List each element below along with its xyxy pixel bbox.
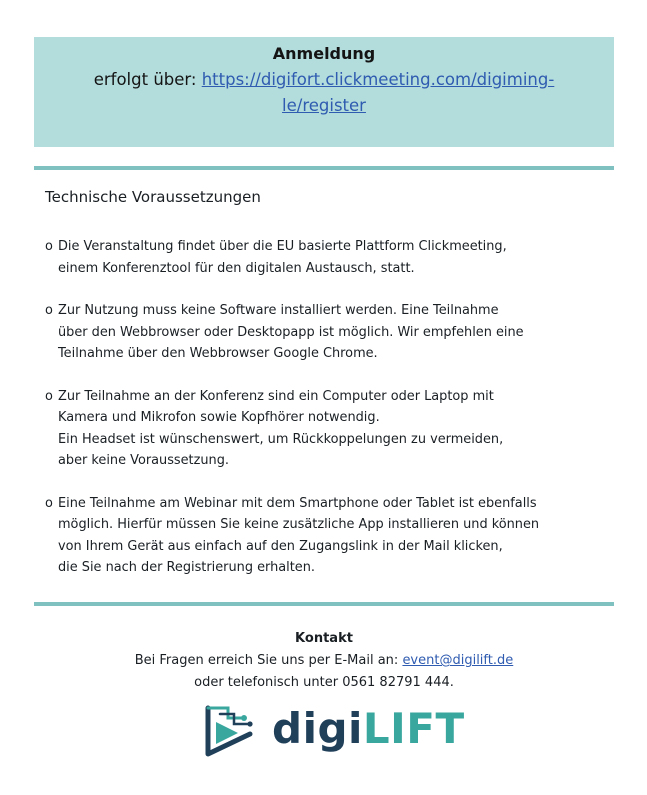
list-item-text: Zur Teilnahme an der Konferenz sind ein Computer oder Laptop mit Kamera und Mikrofon sowie Kopfhörer notwendig. Ein Headset ist wünschenswert, um Rückkoppelungen zu vermeiden, aber keine Voraussetzung. — [58, 388, 504, 468]
registration-prefix: erfolgt über: — [93, 70, 202, 89]
list-item — [45, 386, 610, 472]
bullet-marker: o — [45, 239, 53, 254]
divider-bottom — [34, 602, 614, 606]
contact-email-prefix: Bei Fragen erreich Sie uns per E-Mail an: — [134, 653, 403, 668]
contact-email-link[interactable]: event@digilift.de — [402, 653, 514, 668]
divider-top — [34, 166, 614, 170]
bullet-marker: o — [45, 388, 53, 404]
contact-email-line — [34, 650, 614, 672]
list-item-text: Zur Nutzung muss keine Software installiert werden. Eine Teilnahme über den Webbrowser oder Desktopapp ist möglich. Wir empfehlen eine Teilnahme über den Webbrowser Google Chrome. — [58, 303, 524, 361]
contact-section — [34, 628, 614, 694]
contact-phone-line: oder telefonisch unter 0561 82791 444. — [194, 675, 454, 690]
contact-title: Kontakt — [295, 631, 353, 646]
list-item — [45, 493, 610, 579]
digilift-logo — [198, 700, 465, 760]
bullet-marker: o — [45, 495, 53, 511]
list-item — [45, 300, 610, 365]
logo-text-lift: LIFT — [362, 704, 465, 753]
registration-link-part1[interactable]: https://digifort.clickmeeting.com/digiming- — [201, 70, 555, 89]
registration-link[interactable] — [202, 70, 555, 115]
tech-requirements-list — [45, 236, 610, 600]
logo-text-digi: digi — [272, 704, 363, 753]
registration-title: Anmeldung — [272, 44, 376, 63]
digilift-play-circuit-icon — [198, 700, 258, 760]
tech-requirements-title: Technische Voraussetzungen — [45, 188, 261, 206]
registration-line — [34, 67, 614, 119]
digilift-logo-text — [272, 703, 465, 755]
registration-box — [34, 37, 614, 147]
list-item-text: Die Veranstaltung findet über die EU basierte Plattform Clickmeeting, einem Konferenztool für den digitalen Austausch, statt. — [58, 239, 507, 276]
bullet-marker: o — [45, 303, 53, 318]
registration-link-part2[interactable]: le/register — [282, 96, 366, 115]
list-item-text: Eine Teilnahme am Webinar mit dem Smartphone oder Tablet ist ebenfalls möglich. Hierfür müssen Sie keine zusätzliche App installieren und können von Ihrem Gerät aus einfach auf den Zugangslink in der Mail klicken, die Sie nach der Registrierung erhalten. — [58, 495, 540, 575]
list-item — [45, 236, 610, 279]
